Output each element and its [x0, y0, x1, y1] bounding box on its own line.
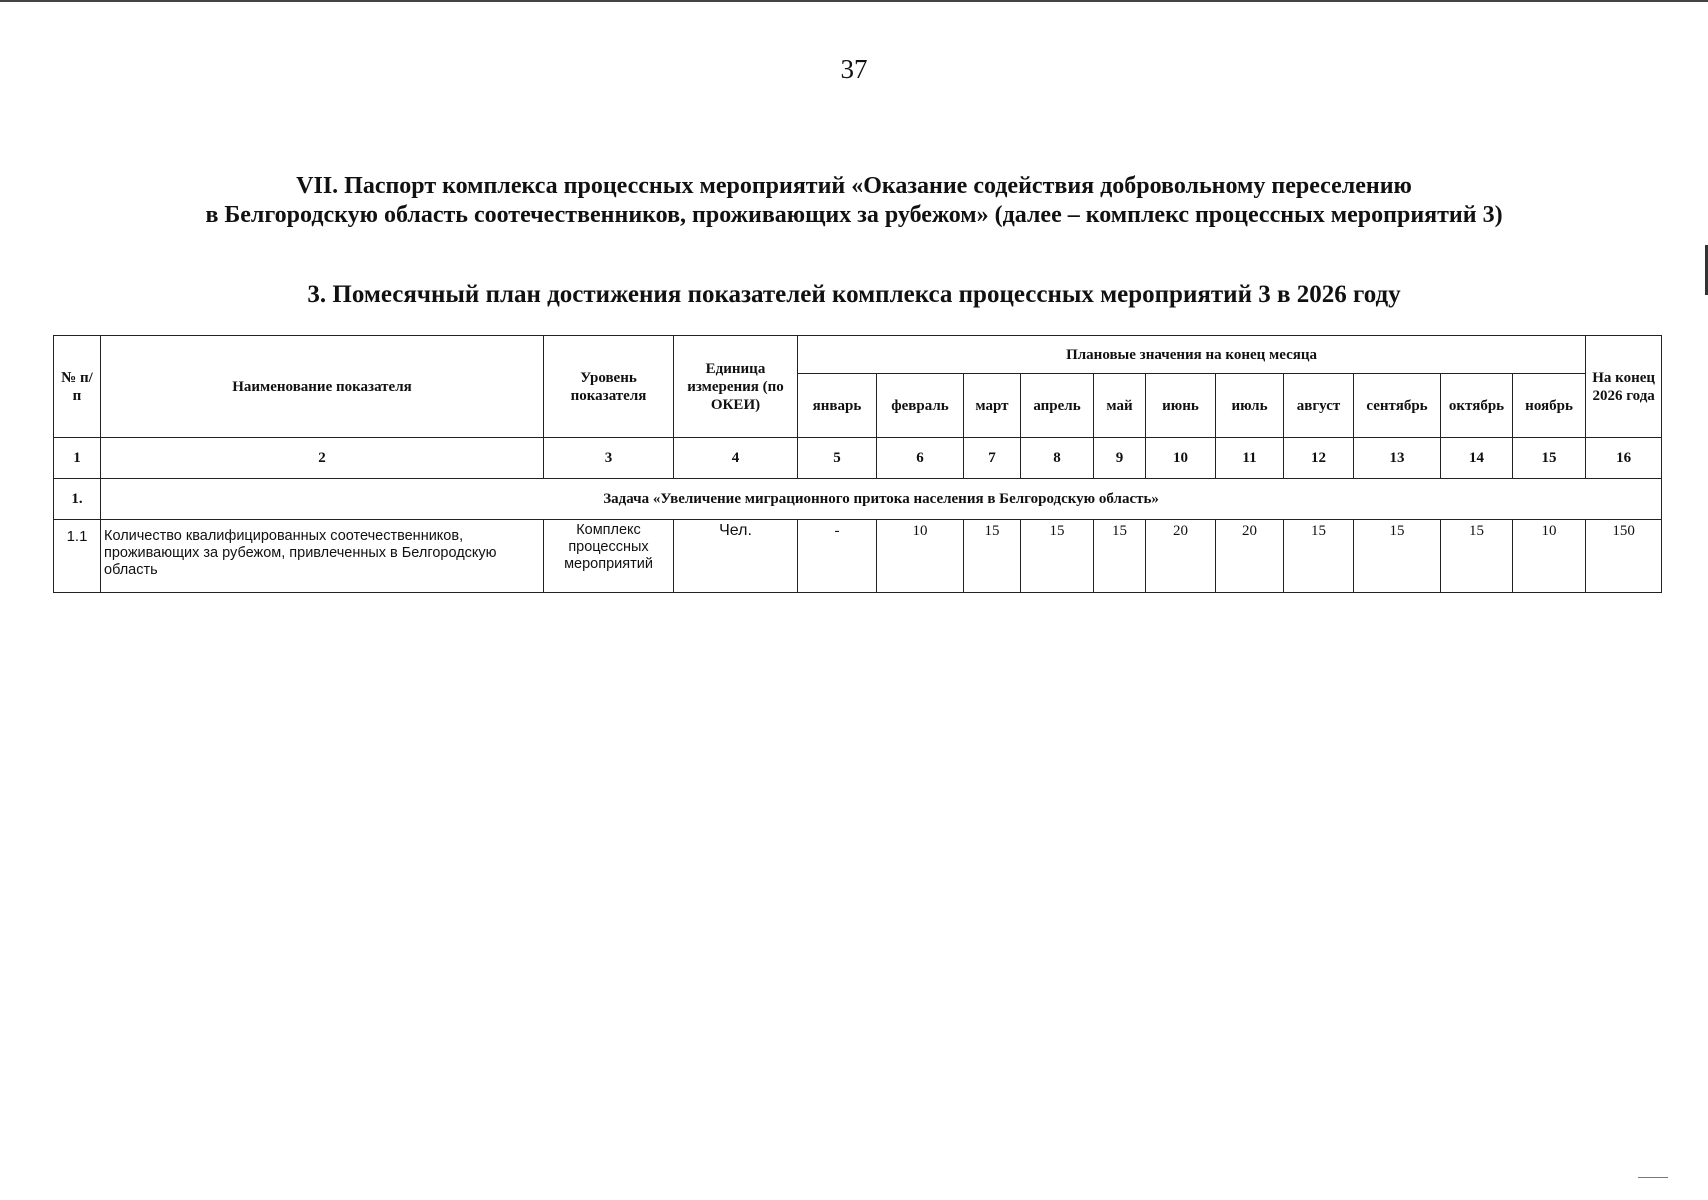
- column-number: 13: [1354, 438, 1441, 479]
- scan-edge-mark-bottom: [1638, 1177, 1668, 1178]
- task-text: Задача «Увеличение миграционного притока населения в Белгородскую область»: [101, 479, 1662, 520]
- column-number: 6: [877, 438, 964, 479]
- column-number: 14: [1441, 438, 1513, 479]
- section-title: [0, 172, 1708, 230]
- column-number: 10: [1146, 438, 1216, 479]
- column-number: 8: [1021, 438, 1094, 479]
- month-value: 20: [1146, 520, 1216, 593]
- task-row: [54, 479, 1662, 520]
- header-month: август: [1284, 374, 1354, 438]
- column-number: 16: [1586, 438, 1662, 479]
- column-number: 1: [54, 438, 101, 479]
- column-number: 5: [798, 438, 877, 479]
- header-indicator-name: Наименование показателя: [101, 336, 544, 438]
- header-month: январь: [798, 374, 877, 438]
- task-number: 1.: [54, 479, 101, 520]
- header-month: апрель: [1021, 374, 1094, 438]
- header-level: Уровень показателя: [544, 336, 674, 438]
- page-top-border: [0, 0, 1708, 2]
- month-value: 15: [964, 520, 1021, 593]
- month-value: 15: [1021, 520, 1094, 593]
- header-month: март: [964, 374, 1021, 438]
- month-value: 15: [1094, 520, 1146, 593]
- year-end-value: 150: [1586, 520, 1662, 593]
- month-value: 15: [1354, 520, 1441, 593]
- header-month: сентябрь: [1354, 374, 1441, 438]
- column-number: 15: [1513, 438, 1586, 479]
- header-month: февраль: [877, 374, 964, 438]
- column-number: 4: [674, 438, 798, 479]
- header-month: июнь: [1146, 374, 1216, 438]
- header-month: октябрь: [1441, 374, 1513, 438]
- monthly-plan-table: [53, 335, 1662, 593]
- month-value: 15: [1284, 520, 1354, 593]
- table-title: 3. Помесячный план достижения показателей комплекса процессных мероприятий 3 в 2026 году: [307, 281, 1401, 308]
- indicator-unit: Чел.: [674, 520, 798, 593]
- indicator-level: Комплекс процессных мероприятий: [544, 520, 674, 593]
- column-number: 12: [1284, 438, 1354, 479]
- header-unit: Единица измерения (по ОКЕИ): [674, 336, 798, 438]
- column-number: 2: [101, 438, 544, 479]
- month-value: 10: [877, 520, 964, 593]
- month-value: 15: [1441, 520, 1513, 593]
- section-title-line-2: в Белгородскую область соотечественников, проживающих за рубежом» (далее – комплекс процессных мероприятий 3): [205, 202, 1503, 228]
- header-year-end: На конец 2026 года: [1586, 336, 1662, 438]
- header-planned-values: Плановые значения на конец месяца: [798, 336, 1586, 374]
- header-month: июль: [1216, 374, 1284, 438]
- header-month: май: [1094, 374, 1146, 438]
- month-value: 20: [1216, 520, 1284, 593]
- column-number: 7: [964, 438, 1021, 479]
- header-month: ноябрь: [1513, 374, 1586, 438]
- column-number: 3: [544, 438, 674, 479]
- header-row-top: [54, 336, 1662, 374]
- page-number: 37: [840, 54, 868, 84]
- row-number: 1.1: [54, 520, 101, 593]
- column-number: 11: [1216, 438, 1284, 479]
- column-number: 9: [1094, 438, 1146, 479]
- section-title-line-1: VII. Паспорт комплекса процессных мероприятий «Оказание содействия добровольному переселению: [296, 173, 1412, 199]
- indicator-name: Количество квалифицированных соотечественников, проживающих за рубежом, привлеченных в Белгородскую область: [101, 520, 544, 593]
- header-num: № п/п: [54, 336, 101, 438]
- table-row: [54, 520, 1662, 593]
- column-number-row: [54, 438, 1662, 479]
- month-value: 10: [1513, 520, 1586, 593]
- month-value: -: [798, 520, 877, 593]
